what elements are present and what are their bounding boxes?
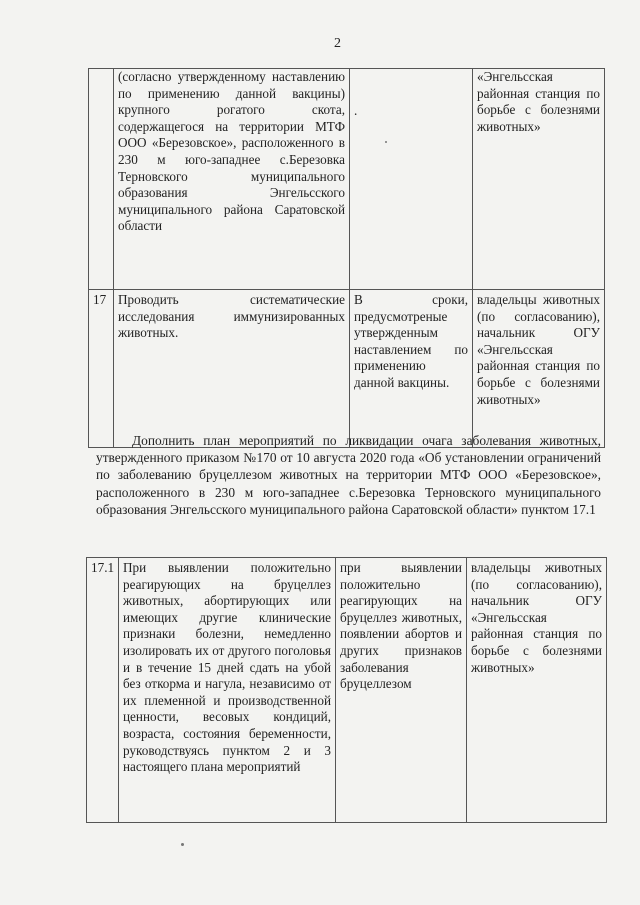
measure-cell: Проводить систематические исследования иммунизированных животных. — [114, 290, 350, 448]
measures-table-addition — [86, 557, 607, 823]
deadline-cell: при выявлении положительно реагирующих на бруцеллез животных, появлении абортов и других признаков заболевания бруцеллезом — [336, 558, 467, 823]
table-row — [89, 69, 605, 290]
scan-speck — [385, 141, 387, 143]
responsible-cell: владельцы животных (по согласованию), начальник ОГУ «Энгельсская районная станция по борьбе с болезнями животных» — [473, 290, 605, 448]
responsible-cell: владельцы животных (по согласованию), начальник ОГУ «Энгельсская районная станция по борьбе с болезнями животных» — [467, 558, 607, 823]
measure-cell: При выявлении положительно реагирующих на бруцеллез животных, абортирующих или имеющих другие клинические признаки болезни, немедленно изолировать их от другого поголовья и в течение 15 дней сдать на убой без откорма и нагула, независимо от их племенной и производственной ценности, весовых кондиций, возраста, состояния беременности, руководствуясь пунктом 2 и 3 настоящего плана мероприятий — [119, 558, 336, 823]
amendment-paragraph: Дополнить план мероприятий по ликвидации очага заболевания животных, утвержденного приказом №170 от 10 августа 2020 года «Об установлении ограничений по заболеванию бруцеллезом животных на территории МТФ ООО «Березовское», расположенного в 230 м юго-западнее с.Березовка Терновского муниципального образования Энгельсского муниципального района Саратовской области» пунктом 17.1 — [96, 433, 601, 517]
row-number-cell — [89, 69, 114, 290]
deadline-cell: . — [350, 69, 473, 290]
row-number-cell: 17 — [89, 290, 114, 448]
deadline-cell: В сроки, предусмотреные утвержденным наставлением по применению данной вакцины. — [350, 290, 473, 448]
table-row — [87, 558, 607, 823]
measure-cell: (согласно утвержденному наставлению по применению данной вакцины) крупного рогатого скота, содержащегося на территории МТФ ООО «Березовское», расположенного в 230 м юго-западнее с.Березовка Терновского муниципального образования Энгельсского муниципального района Саратовской области — [114, 69, 350, 290]
measures-table-continued — [88, 68, 605, 448]
page-number: 2 — [334, 36, 341, 51]
table-row — [89, 290, 605, 448]
scan-speck — [181, 843, 184, 846]
responsible-cell: «Энгельсская районная станция по борьбе с болезнями животных» — [473, 69, 605, 290]
row-number-cell: 17.1 — [87, 558, 119, 823]
